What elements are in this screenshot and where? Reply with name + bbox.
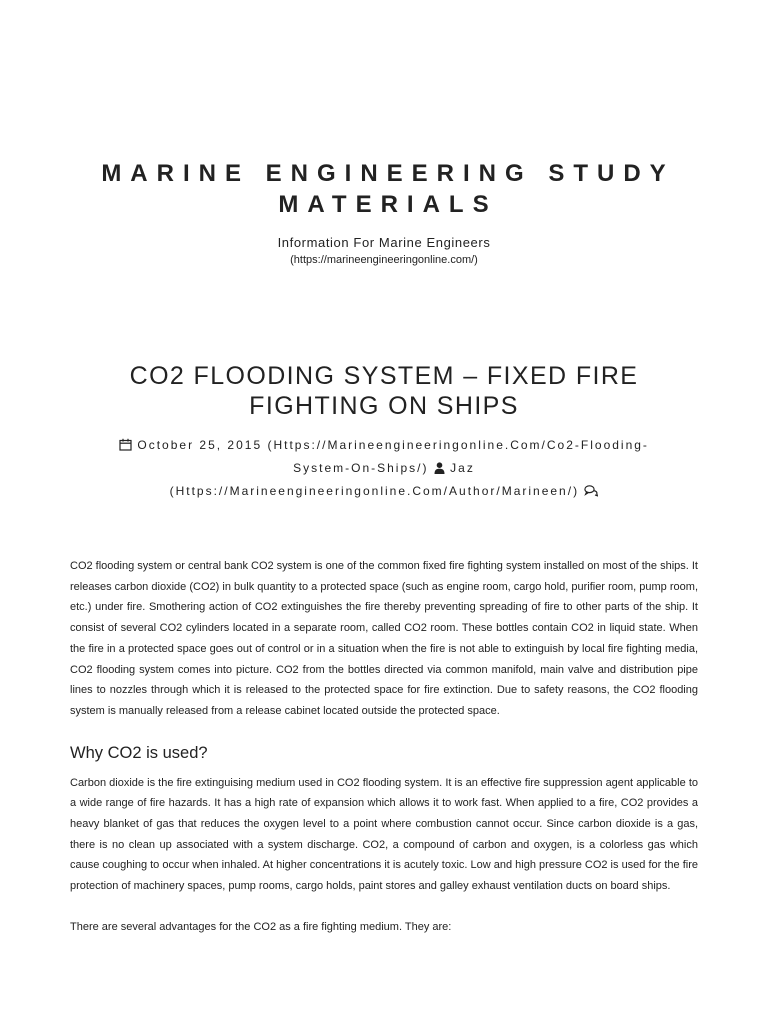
entry-header — [0, 361, 768, 504]
date-link[interactable]: October 25, 2015 (Https://Marineengineeringonline.Com/Co2-Flooding-System-On-Ships/) — [137, 438, 649, 475]
article-title: CO2 FLOODING SYSTEM – FIXED FIRE FIGHTING ON SHIPS — [129, 362, 639, 420]
author-link[interactable]: Jaz (Https://Marineengineeringonline.Com/Author/Marineen/) — [169, 461, 580, 498]
body-paragraph: Carbon dioxide is the fire extinguising medium used in CO2 flooding system. It is an effective fire suppression agent applicable to a wide range of fire hazards. It has a high rate of expansion which allows it to work fast. When applied to a fire, CO2 provides a heavy blanket of gas that reduces the oxygen level to a point where combustion cannot occur. Since carbon dioxide is a gas, there is no clean up associated with a system discharge. CO2, a compound of carbon and oxygen, is a colorless gas which cause coughing to occur when inhaled. At higher concentrations it is acutely toxic. Low and high pressure CO2 is used for the fire protection of machinery spaces, pump rooms, cargo holds, paint stores and galley exhaust ventilation ducts on board ships. — [70, 776, 698, 893]
entry-meta — [104, 435, 664, 504]
article — [0, 361, 768, 938]
site-title[interactable]: MARINE ENGINEERING STUDY MATERIALS — [101, 160, 675, 218]
site-tagline: Information For Marine Engineers — [277, 235, 491, 250]
site-header — [0, 0, 768, 269]
site-url-link[interactable]: (https://marineengineeringonline.com/) — [290, 254, 478, 266]
calendar-icon — [119, 437, 132, 458]
user-icon — [434, 460, 445, 481]
section-heading-why-co2: Why CO2 is used? — [70, 743, 208, 762]
comments-icon[interactable] — [584, 483, 598, 504]
intro-paragraph: CO2 flooding system or central bank CO2 system is one of the common fixed fire fighting system installed on most of the ships. It releases carbon dioxide (CO2) in bulk quantity to a protected space (such as engine room, cargo hold, purifier room, pump room, etc.) under fire. Smothering action of CO2 extinguishes the fire thereby preventing spreading of fire to other parts of the ship. It consist of several CO2 cylinders located in a separate room, called CO2 room. These bottles contain CO2 in liquid state. When the fire in a protected space goes out of control or in a situation when the fire is not able to extinguish by local fire fighting media, CO2 flooding system comes into picture. CO2 from the bottles directed via common manifold, main valve and distribution pipe lines to nozzles through which it is released to the protected space for fire extinction. Due to safety reasons, the CO2 flooding system is manually released from a release cabinet located outside the protected space. — [70, 560, 698, 717]
body-paragraph-advantages: There are several advantages for the CO2 as a fire fighting medium. They are: — [70, 920, 452, 933]
entry-content — [0, 556, 768, 938]
